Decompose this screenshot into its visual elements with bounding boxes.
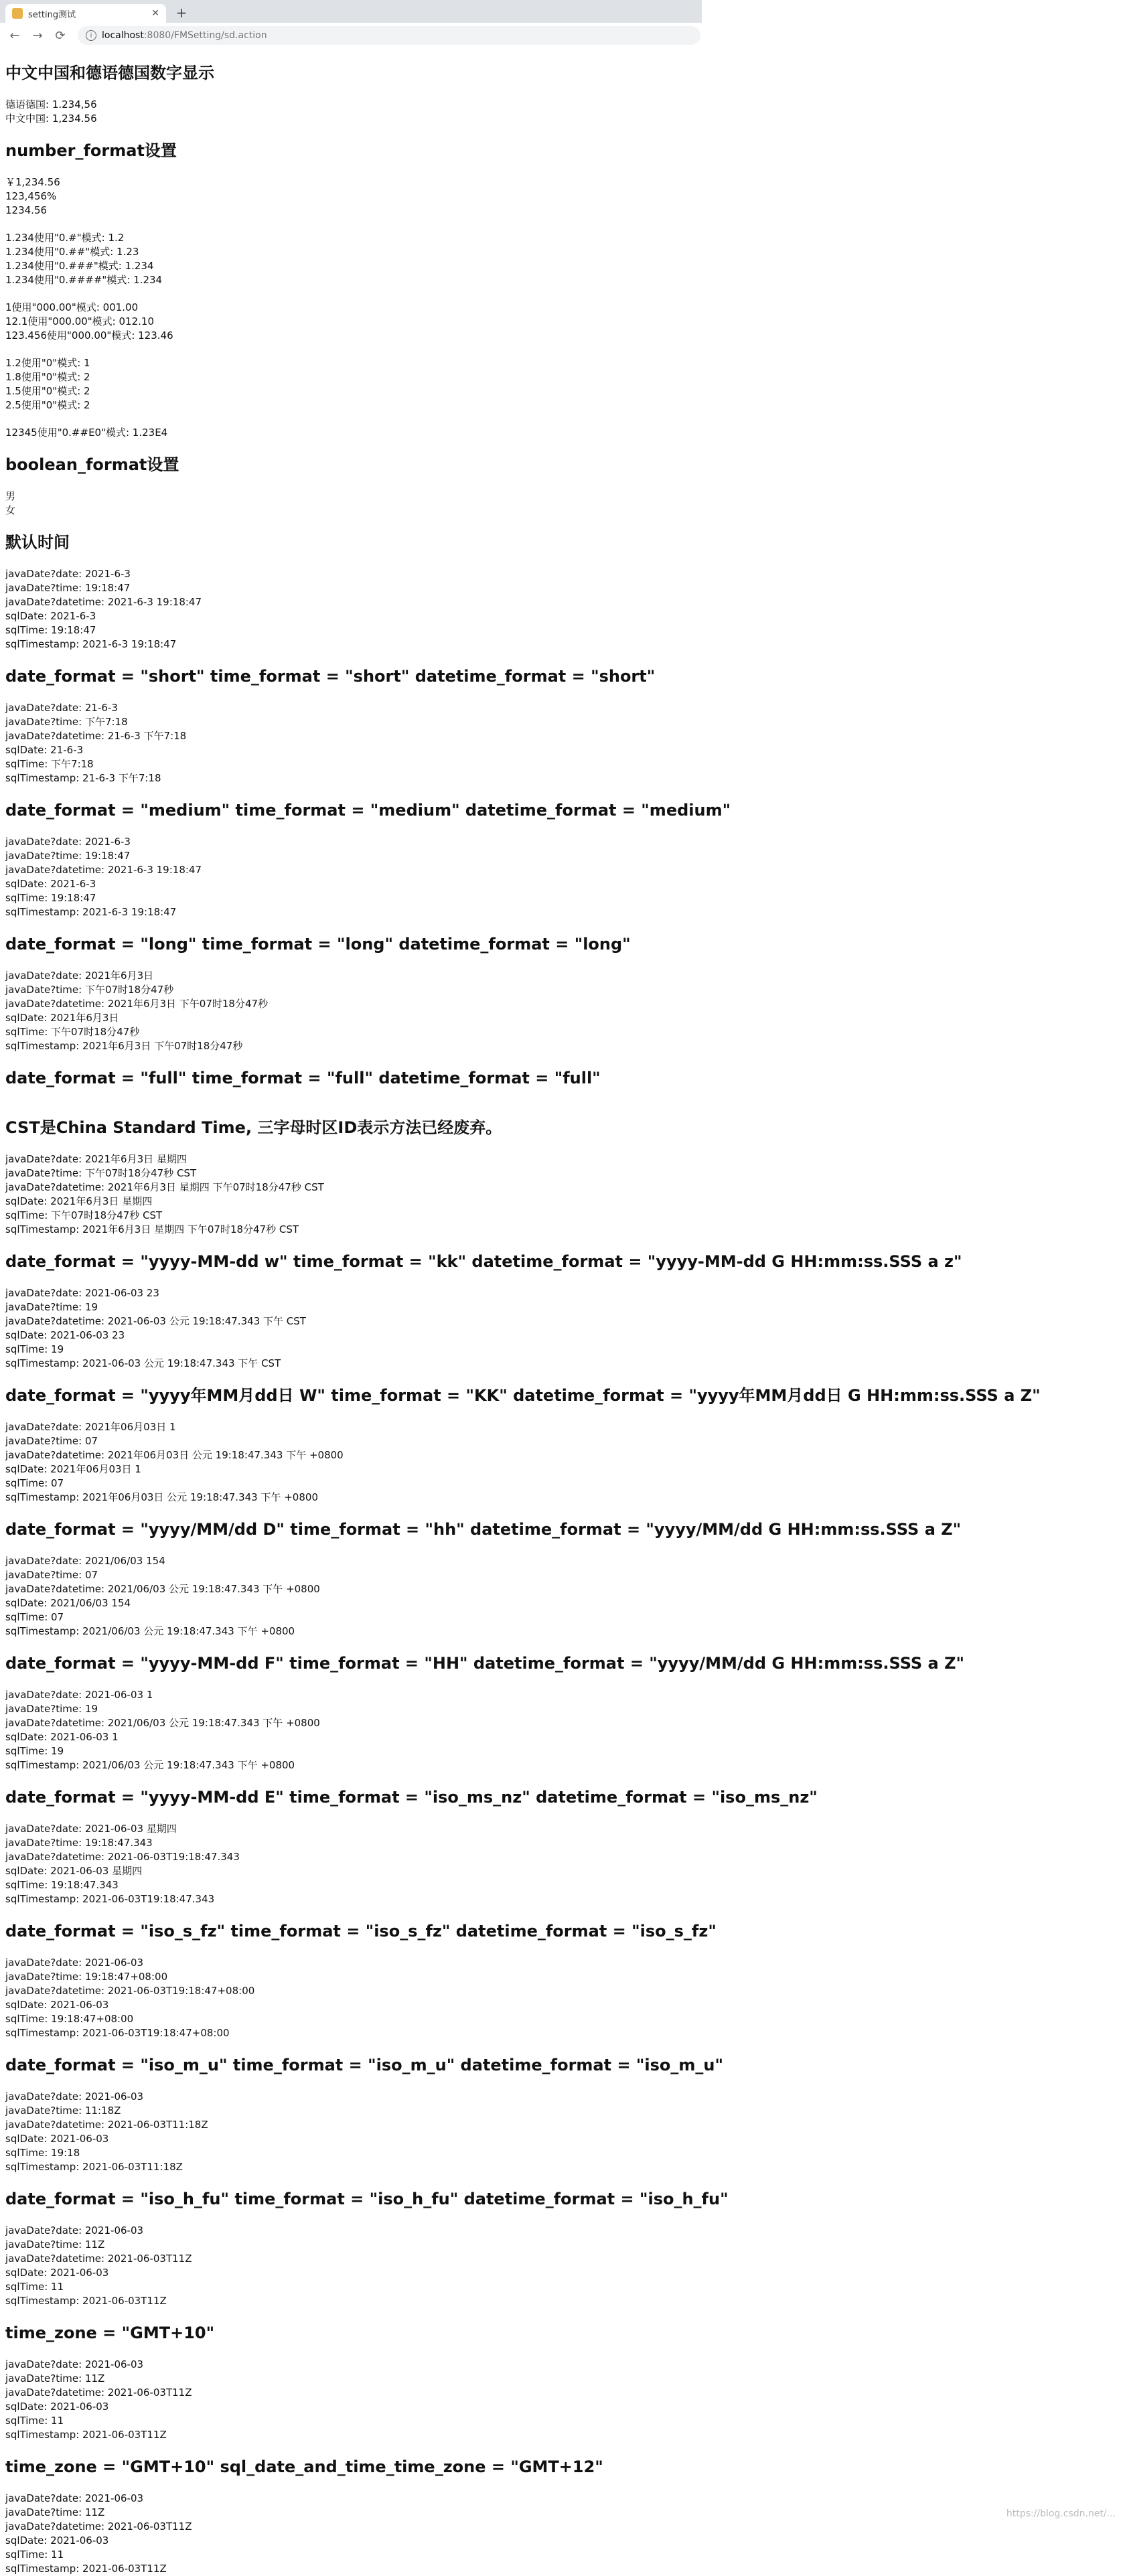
section-title: date_format = "iso_s_fz" time_format = "iso_s_fz" datetime_format = "iso_s_fz" bbox=[5, 1922, 717, 1941]
output-line: javaDate?date: 2021-6-3 bbox=[5, 836, 131, 848]
new-tab-button[interactable]: + bbox=[175, 5, 188, 21]
output-line: sqlDate: 2021-06-03 bbox=[5, 1999, 109, 2011]
output-line: sqlTime: 11 bbox=[5, 2281, 64, 2293]
watermark: https://blog.csdn.net/... bbox=[1006, 2508, 1116, 2519]
section-title: date_format = "short" time_format = "short" datetime_format = "short" bbox=[5, 667, 656, 686]
section-title: date_format = "yyyy/MM/dd D" time_format = "hh" datetime_format = "yyyy/MM/dd G HH:mm:ss.SSS a Z" bbox=[5, 1520, 962, 1539]
reload-icon[interactable]: ⟳ bbox=[55, 28, 66, 43]
output-line: 1.5使用"0"模式: 2 bbox=[5, 385, 90, 397]
section bbox=[5, 2040, 1104, 2174]
output-line: sqlTime: 19:18:47 bbox=[5, 892, 96, 904]
section-title: number_format设置 bbox=[5, 141, 177, 160]
section-title: time_zone = "GMT+10" bbox=[5, 2324, 215, 2342]
address-bar[interactable] bbox=[78, 26, 700, 45]
section-title: date_format = "long" time_format = "long" datetime_format = "long" bbox=[5, 935, 631, 954]
output-line: 1.234使用"0.#"模式: 1.2 bbox=[5, 232, 125, 244]
page-content bbox=[5, 48, 1104, 2576]
output-line: sqlDate: 2021-06-03 星期四 bbox=[5, 1865, 143, 1877]
output-line: sqlDate: 2021/06/03 154 bbox=[5, 1597, 131, 1609]
output-line: 123.456使用"000.00"模式: 123.46 bbox=[5, 329, 173, 342]
group-spacer bbox=[5, 287, 1104, 301]
output-line: javaDate?time: 11Z bbox=[5, 2239, 105, 2251]
output-line: 德语德国: 1.234,56 bbox=[5, 98, 97, 110]
section bbox=[5, 1103, 1104, 1237]
section bbox=[5, 440, 1104, 518]
output-line: sqlTimestamp: 2021-06-03T11Z bbox=[5, 2429, 167, 2441]
output-line: ￥1,234.56 bbox=[5, 176, 60, 188]
output-line: javaDate?time: 下午7:18 bbox=[5, 716, 128, 728]
group-spacer bbox=[5, 412, 1104, 426]
section bbox=[5, 1906, 1104, 2040]
output-line: sqlTime: 11 bbox=[5, 2415, 64, 2427]
output-line: javaDate?date: 2021-06-03 1 bbox=[5, 1689, 153, 1701]
section bbox=[5, 48, 1104, 126]
output-line: javaDate?date: 2021年6月3日 星期四 bbox=[5, 1153, 187, 1165]
favicon-icon bbox=[12, 8, 23, 19]
output-line: 2.5使用"0"模式: 2 bbox=[5, 399, 90, 411]
section bbox=[5, 2442, 1104, 2576]
output-line: javaDate?date: 2021-06-03 bbox=[5, 2492, 144, 2504]
output-line: sqlTime: 07 bbox=[5, 1477, 64, 1489]
output-line: javaDate?datetime: 2021-06-03T19:18:47.343 bbox=[5, 1851, 240, 1863]
output-line: javaDate?date: 2021年6月3日 bbox=[5, 970, 154, 982]
output-line: 12345使用"0.##E0"模式: 1.23E4 bbox=[5, 427, 168, 439]
output-line: 中文中国: 1,234.56 bbox=[5, 112, 97, 125]
section bbox=[5, 1237, 1104, 1371]
output-line: javaDate?time: 19:18:47+08:00 bbox=[5, 1971, 168, 1983]
info-icon[interactable]: i bbox=[86, 30, 96, 41]
url-host: localhost bbox=[102, 30, 144, 41]
output-line: javaDate?date: 2021-06-03 星期四 bbox=[5, 1823, 177, 1835]
output-line: javaDate?datetime: 2021年6月3日 下午07时18分47秒 bbox=[5, 998, 269, 1010]
output-line: sqlTimestamp: 2021-06-03T19:18:47+08:00 bbox=[5, 2027, 230, 2039]
output-line: sqlTimestamp: 2021-06-03T11:18Z bbox=[5, 2161, 183, 2173]
group-spacer bbox=[5, 218, 1104, 231]
output-line: javaDate?date: 2021-6-3 bbox=[5, 568, 131, 580]
section bbox=[5, 652, 1104, 785]
section bbox=[5, 1772, 1104, 1906]
output-line: sqlTime: 19:18:47 bbox=[5, 624, 96, 636]
section-title: date_format = "iso_h_fu" time_format = "iso_h_fu" datetime_format = "iso_h_fu" bbox=[5, 2190, 729, 2208]
output-line: sqlTime: 下午07时18分47秒 bbox=[5, 1026, 140, 1038]
output-line: javaDate?time: 下午07时18分47秒 CST bbox=[5, 1167, 197, 1179]
back-icon[interactable]: ← bbox=[9, 28, 20, 43]
output-line: javaDate?date: 2021-06-03 23 bbox=[5, 1287, 159, 1299]
output-line: sqlTime: 19:18:47+08:00 bbox=[5, 2013, 134, 2025]
section-title: date_format = "yyyy-MM-dd F" time_format = "HH" datetime_format = "yyyy/MM/dd G HH:mm:ss.SSS a Z" bbox=[5, 1654, 965, 1673]
output-line: sqlTime: 11 bbox=[5, 2549, 64, 2561]
output-line: sqlTimestamp: 2021/06/03 公元 19:18:47.343 下午 +0800 bbox=[5, 1625, 295, 1637]
output-line: javaDate?datetime: 21-6-3 下午7:18 bbox=[5, 730, 187, 742]
output-line: javaDate?datetime: 2021-06-03 公元 19:18:47.343 下午 CST bbox=[5, 1315, 306, 1327]
browser-tab[interactable] bbox=[5, 4, 166, 23]
output-line: 12.1使用"000.00"模式: 012.10 bbox=[5, 315, 154, 327]
output-line: javaDate?datetime: 2021-06-03T11Z bbox=[5, 2386, 192, 2399]
output-line: javaDate?datetime: 2021/06/03 公元 19:18:47.343 下午 +0800 bbox=[5, 1717, 320, 1729]
output-line: 1使用"000.00"模式: 001.00 bbox=[5, 301, 139, 313]
output-line: 1234.56 bbox=[5, 204, 48, 216]
output-line: javaDate?time: 19:18:47 bbox=[5, 582, 131, 594]
output-line: javaDate?date: 2021-06-03 bbox=[5, 1957, 144, 1969]
output-line: 男 bbox=[5, 490, 16, 502]
output-line: 1.234使用"0.##"模式: 1.23 bbox=[5, 246, 139, 258]
output-line: sqlTime: 19 bbox=[5, 1343, 64, 1355]
section bbox=[5, 1053, 1104, 1103]
output-line: javaDate?date: 2021-06-03 bbox=[5, 2358, 144, 2370]
section bbox=[5, 2174, 1104, 2308]
output-line: sqlDate: 2021-06-03 bbox=[5, 2534, 109, 2547]
output-line: javaDate?time: 19 bbox=[5, 1301, 98, 1313]
output-line: sqlTimestamp: 2021年6月3日 星期四 下午07时18分47秒 CST bbox=[5, 1223, 299, 1235]
tab-title: setting测试 bbox=[28, 9, 76, 20]
output-line: javaDate?datetime: 2021-06-03T11Z bbox=[5, 2520, 192, 2532]
browser-toolbar bbox=[0, 23, 702, 48]
forward-icon[interactable]: → bbox=[32, 28, 43, 43]
output-line: sqlDate: 2021-6-3 bbox=[5, 878, 96, 890]
output-line: sqlDate: 2021-06-03 23 bbox=[5, 1329, 125, 1341]
output-line: sqlTimestamp: 2021-06-03T11Z bbox=[5, 2563, 167, 2575]
output-line: javaDate?datetime: 2021-06-03T11Z bbox=[5, 2253, 192, 2265]
output-line: sqlTimestamp: 2021-06-03T19:18:47.343 bbox=[5, 1893, 215, 1905]
output-line: sqlDate: 2021年6月3日 bbox=[5, 1012, 119, 1024]
output-line: sqlTime: 19:18:47.343 bbox=[5, 1879, 119, 1891]
output-line: javaDate?time: 07 bbox=[5, 1569, 98, 1581]
output-line: sqlTimestamp: 21-6-3 下午7:18 bbox=[5, 772, 161, 784]
section bbox=[5, 518, 1104, 652]
output-line: javaDate?datetime: 2021-06-03T19:18:47+08:00 bbox=[5, 1985, 255, 1997]
output-line: sqlDate: 2021-6-3 bbox=[5, 610, 96, 622]
output-line: javaDate?time: 下午07时18分47秒 bbox=[5, 984, 174, 996]
output-line: sqlDate: 21-6-3 bbox=[5, 744, 84, 756]
output-line: sqlDate: 2021年6月3日 星期四 bbox=[5, 1195, 153, 1207]
section bbox=[5, 1639, 1104, 1772]
section bbox=[5, 785, 1104, 919]
output-line: sqlTimestamp: 2021-06-03T11Z bbox=[5, 2295, 167, 2307]
output-line: javaDate?datetime: 2021/06/03 公元 19:18:47.343 下午 +0800 bbox=[5, 1583, 320, 1595]
output-line: 1.234使用"0.####"模式: 1.234 bbox=[5, 274, 163, 286]
section-title: 中文中国和德语德国数字显示 bbox=[5, 64, 214, 82]
output-line: sqlTimestamp: 2021-6-3 19:18:47 bbox=[5, 906, 177, 918]
section-title: 默认时间 bbox=[5, 533, 70, 552]
section-title: date_format = "yyyy-MM-dd w" time_format = "kk" datetime_format = "yyyy-MM-dd G HH:mm:ss.SSS a z" bbox=[5, 1252, 962, 1271]
output-line: javaDate?datetime: 2021-6-3 19:18:47 bbox=[5, 864, 202, 876]
output-line: javaDate?datetime: 2021年06月03日 公元 19:18:47.343 下午 +0800 bbox=[5, 1449, 344, 1461]
output-line: javaDate?time: 11Z bbox=[5, 2506, 105, 2518]
output-line: sqlTimestamp: 2021/06/03 公元 19:18:47.343 下午 +0800 bbox=[5, 1759, 295, 1771]
url-path: :8080/FMSetting/sd.action bbox=[143, 30, 267, 41]
section-title: boolean_format设置 bbox=[5, 455, 179, 474]
output-line: 123,456% bbox=[5, 190, 57, 202]
group-spacer bbox=[5, 343, 1104, 356]
section-title: date_format = "iso_m_u" time_format = "iso_m_u" datetime_format = "iso_m_u" bbox=[5, 2056, 724, 2074]
browser-chrome bbox=[0, 0, 702, 48]
output-line: javaDate?time: 11Z bbox=[5, 2372, 105, 2384]
output-line: sqlDate: 2021-06-03 1 bbox=[5, 1731, 119, 1743]
close-tab-icon[interactable]: ✕ bbox=[151, 8, 159, 19]
output-line: sqlTime: 07 bbox=[5, 1611, 64, 1623]
output-line: sqlTimestamp: 2021-06-03 公元 19:18:47.343 下午 CST bbox=[5, 1357, 281, 1369]
section-title: time_zone = "GMT+10" sql_date_and_time_time_zone = "GMT+12" bbox=[5, 2457, 603, 2476]
output-line: sqlDate: 2021-06-03 bbox=[5, 2401, 109, 2413]
output-line: javaDate?date: 21-6-3 bbox=[5, 702, 118, 714]
section-title: CST是China Standard Time, 三字母时区ID表示方法已经废弃。 bbox=[5, 1118, 502, 1137]
output-line: javaDate?time: 19:18:47.343 bbox=[5, 1837, 153, 1849]
output-line: sqlTime: 19:18 bbox=[5, 2147, 80, 2159]
output-line: sqlDate: 2021-06-03 bbox=[5, 2133, 109, 2145]
section bbox=[5, 1505, 1104, 1639]
output-line: sqlTime: 下午7:18 bbox=[5, 758, 94, 770]
output-line: javaDate?datetime: 2021年6月3日 星期四 下午07时18分47秒 CST bbox=[5, 1181, 324, 1193]
output-line: javaDate?datetime: 2021-6-3 19:18:47 bbox=[5, 596, 202, 608]
section-title: date_format = "full" time_format = "full" datetime_format = "full" bbox=[5, 1069, 601, 1087]
output-line: javaDate?time: 19:18:47 bbox=[5, 850, 131, 862]
output-line: sqlTime: 下午07时18分47秒 CST bbox=[5, 1209, 163, 1221]
output-line: javaDate?date: 2021-06-03 bbox=[5, 2091, 144, 2103]
output-line: javaDate?date: 2021/06/03 154 bbox=[5, 1555, 165, 1567]
section bbox=[5, 2308, 1104, 2442]
output-line: sqlTimestamp: 2021年6月3日 下午07时18分47秒 bbox=[5, 1040, 243, 1052]
output-line: 1.8使用"0"模式: 2 bbox=[5, 371, 90, 383]
output-line: sqlDate: 2021年06月03日 1 bbox=[5, 1463, 141, 1475]
output-line: sqlTimestamp: 2021年06月03日 公元 19:18:47.343 下午 +0800 bbox=[5, 1491, 318, 1503]
output-line: javaDate?time: 07 bbox=[5, 1435, 98, 1447]
section-title: date_format = "medium" time_format = "medium" datetime_format = "medium" bbox=[5, 801, 731, 820]
section-title: date_format = "yyyy-MM-dd E" time_format = "iso_ms_nz" datetime_format = "iso_ms_nz" bbox=[5, 1788, 818, 1807]
output-line: 1.2使用"0"模式: 1 bbox=[5, 357, 90, 369]
output-line: sqlTimestamp: 2021-6-3 19:18:47 bbox=[5, 638, 177, 650]
section-title: date_format = "yyyy年MM月dd日 W" time_format = "KK" datetime_format = "yyyy年MM月dd日 G HH:mm:ss.SSS a Z" bbox=[5, 1386, 1041, 1405]
output-line: javaDate?time: 19 bbox=[5, 1703, 98, 1715]
output-line: javaDate?time: 11:18Z bbox=[5, 2105, 121, 2117]
output-line: javaDate?date: 2021-06-03 bbox=[5, 2224, 144, 2237]
section bbox=[5, 1371, 1104, 1505]
section bbox=[5, 919, 1104, 1053]
output-line: 1.234使用"0.###"模式: 1.234 bbox=[5, 260, 154, 272]
output-line: javaDate?datetime: 2021-06-03T11:18Z bbox=[5, 2119, 208, 2131]
section bbox=[5, 126, 1104, 440]
output-line: javaDate?date: 2021年06月03日 1 bbox=[5, 1421, 176, 1433]
output-line: sqlDate: 2021-06-03 bbox=[5, 2267, 109, 2279]
output-line: 女 bbox=[5, 504, 16, 516]
output-line: sqlTime: 19 bbox=[5, 1745, 64, 1757]
